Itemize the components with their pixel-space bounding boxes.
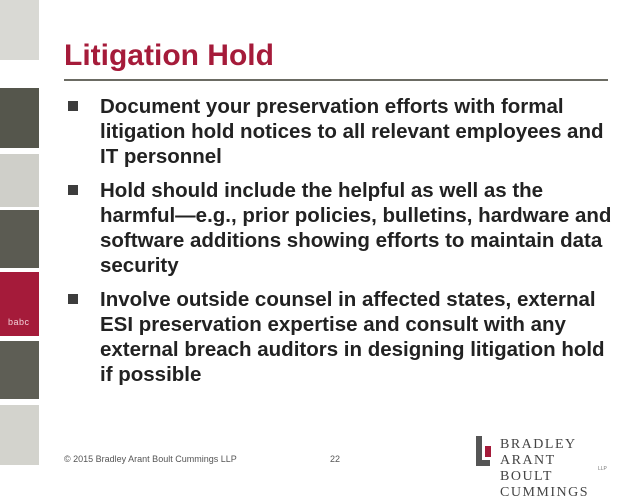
square-bullet-icon [68,185,78,195]
bullet-item [66,94,614,169]
sidebar-block [0,341,39,399]
sidebar-block [0,154,39,207]
sidebar-block [0,88,39,148]
logo-mark-icon [476,436,494,466]
footer-copyright: © 2015 Bradley Arant Boult Cummings LLP [64,454,237,464]
square-bullet-icon [68,101,78,111]
bullet-text: Involve outside counsel in affected states, external ESI preservation expertise and consult with any external breach auditors in designing litigation hold if possible [100,288,605,386]
sidebar-label: babc [8,317,30,327]
slide-title: Litigation Hold [64,39,274,72]
bullet-text: Hold should include the helpful as well as the harmful—e.g., prior policies, bulletins, hardware and software additions showing efforts to maintain data security [100,179,612,277]
sidebar-block [0,405,39,465]
bullet-item [66,178,614,278]
logo-wordmark [500,437,626,501]
logo-line-2: BOULT CUMMINGS [500,469,590,500]
company-logo [476,436,626,500]
logo-suffix: LLP [598,466,607,472]
bullet-list [66,94,614,396]
decorative-sidebar [0,0,50,479]
square-bullet-icon [68,294,78,304]
bullet-item [66,287,614,387]
title-divider [64,79,608,81]
bullet-text: Document your preservation efforts with formal litigation hold notices to all relevant employees and IT personnel [100,95,604,168]
sidebar-block [0,0,39,60]
logo-line-1: BRADLEY ARANT [500,437,577,468]
sidebar-block [0,210,39,268]
page-number: 22 [330,454,341,464]
